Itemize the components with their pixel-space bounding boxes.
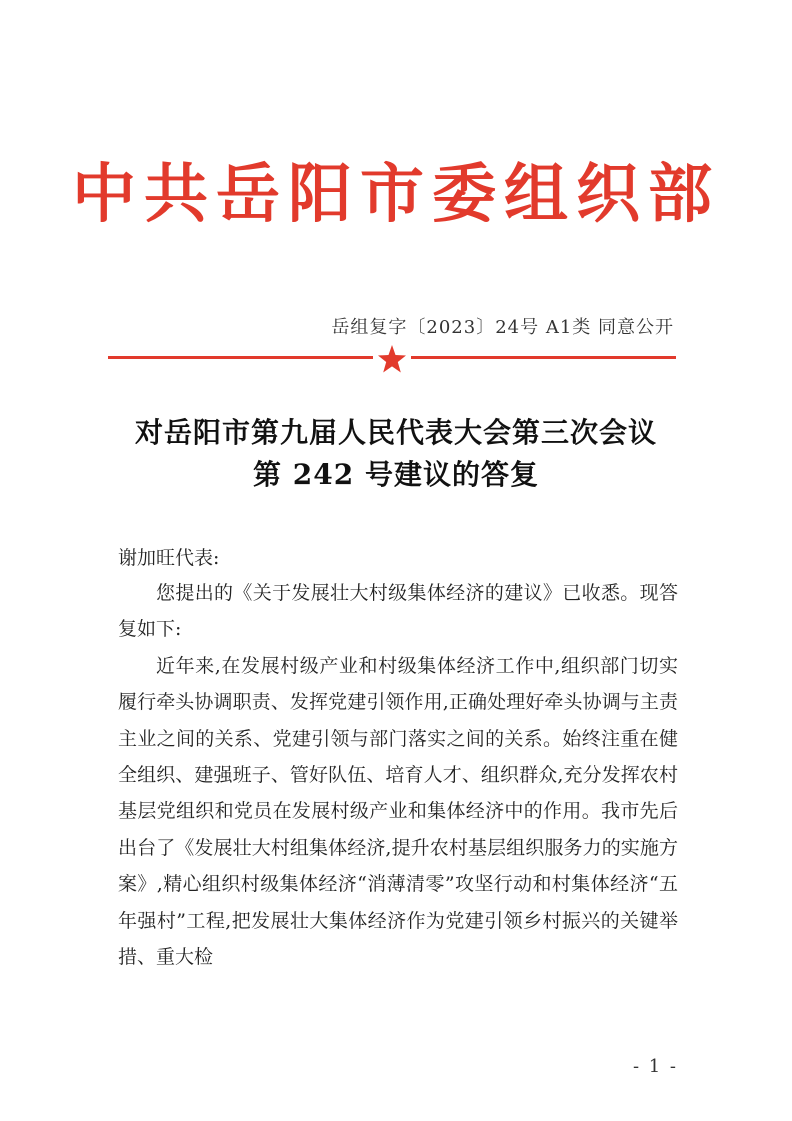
organization-header: 中共岳阳市委组织部 — [72, 157, 720, 232]
divider-line-left — [108, 356, 373, 359]
document-title-line-2: 第 242 号建议的答复 — [253, 458, 539, 491]
header-divider — [108, 345, 676, 375]
document-title-line-1: 对岳阳市第九届人民代表大会第三次会议 — [134, 416, 657, 449]
star-icon — [377, 345, 407, 373]
divider-line-right — [411, 356, 676, 359]
body-text — [118, 575, 678, 975]
document-number: 岳组复字〔2023〕24号 A1类 同意公开 — [331, 317, 674, 338]
page-number: - 1 - — [632, 1056, 678, 1077]
paragraph: 近年来,在发展村级产业和村级集体经济工作中,组织部门切实履行牵头协调职责、发挥党建引领作用,正确处理好牵头协调与主责主业之间的关系、党建引领与部门落实之间的关系。始终注重在健全组织、建强班子、管好队伍、培育人才、组织群众,充分发挥农村基层党组织和党员在发展村级产业和集体经济中的作用。我市先后出台了《发展壮大村组集体经济,提升农村基层组织服务力的实施方案》,精心组织村级集体经济“消薄清零”攻坚行动和村集体经济“五年强村”工程,把发展壮大集体经济作为党建引领乡村振兴的关键举措、重大检 — [118, 654, 678, 969]
paragraph: 您提出的《关于发展壮大村级集体经济的建议》已收悉。现答复如下: — [118, 582, 678, 641]
salutation: 谢加旺代表: — [118, 547, 220, 569]
